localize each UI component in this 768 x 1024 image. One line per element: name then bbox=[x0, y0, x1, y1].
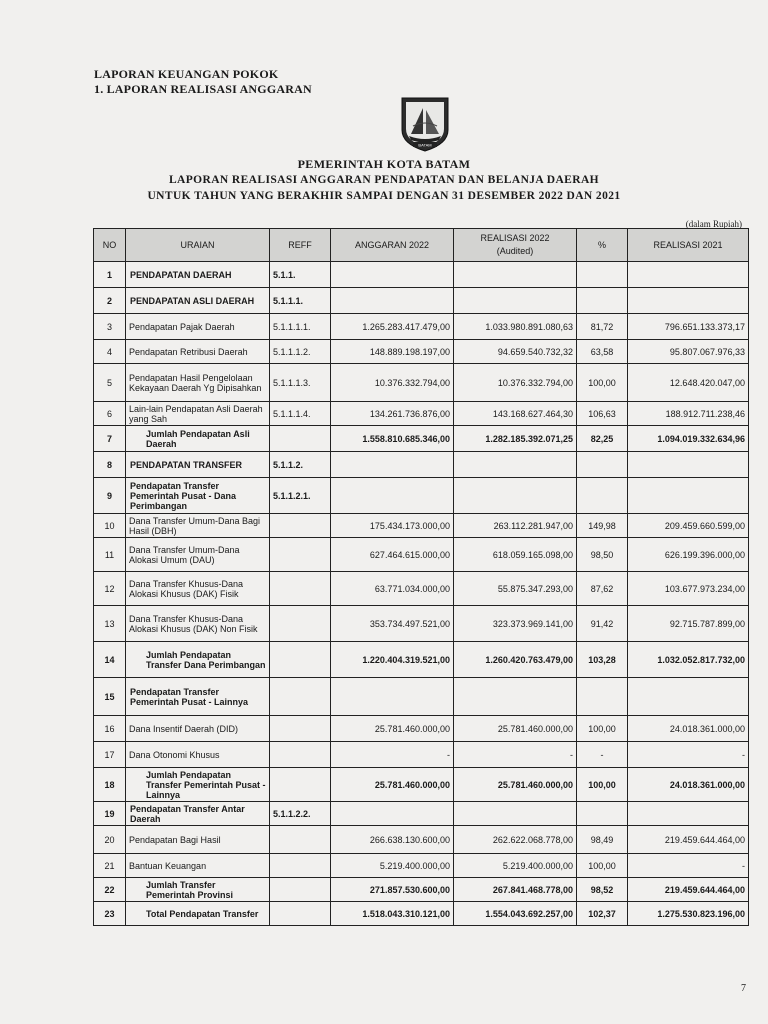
table-row bbox=[94, 606, 749, 642]
row-number: 6 bbox=[94, 402, 126, 426]
row-uraian: Jumlah Pendapatan Asli Daerah bbox=[126, 426, 270, 452]
row-anggaran-2022: 148.889.198.197,00 bbox=[331, 340, 454, 364]
row-anggaran-2022 bbox=[331, 288, 454, 314]
row-number: 22 bbox=[94, 878, 126, 902]
row-realisasi-2021 bbox=[628, 678, 749, 716]
row-anggaran-2022: 1.220.404.319.521,00 bbox=[331, 642, 454, 678]
row-realisasi-2022: 323.373.969.141,00 bbox=[454, 606, 577, 642]
row-anggaran-2022 bbox=[331, 802, 454, 826]
row-realisasi-2022: 10.376.332.794,00 bbox=[454, 364, 577, 402]
row-realisasi-2022: 1.033.980.891.080,63 bbox=[454, 314, 577, 340]
row-reff bbox=[270, 426, 331, 452]
row-number: 4 bbox=[94, 340, 126, 364]
row-percent bbox=[577, 802, 628, 826]
row-anggaran-2022: 1.558.810.685.346,00 bbox=[331, 426, 454, 452]
row-anggaran-2022: 5.219.400.000,00 bbox=[331, 854, 454, 878]
row-number: 23 bbox=[94, 902, 126, 926]
unit-note: (dalam Rupiah) bbox=[685, 219, 742, 229]
row-reff: 5.1.1.1.3. bbox=[270, 364, 331, 402]
row-anggaran-2022 bbox=[331, 452, 454, 478]
table-row bbox=[94, 854, 749, 878]
table-row bbox=[94, 314, 749, 340]
row-number: 17 bbox=[94, 742, 126, 768]
row-reff bbox=[270, 606, 331, 642]
row-anggaran-2022: 627.464.615.000,00 bbox=[331, 538, 454, 572]
row-realisasi-2021: 1.275.530.823.196,00 bbox=[628, 902, 749, 926]
row-realisasi-2021: 219.459.644.464,00 bbox=[628, 878, 749, 902]
table-row bbox=[94, 340, 749, 364]
table-row bbox=[94, 716, 749, 742]
row-anggaran-2022: 353.734.497.521,00 bbox=[331, 606, 454, 642]
row-reff bbox=[270, 538, 331, 572]
row-percent: 100,00 bbox=[577, 768, 628, 802]
row-reff: 5.1.1.1.4. bbox=[270, 402, 331, 426]
row-realisasi-2022 bbox=[454, 452, 577, 478]
row-reff: 5.1.1.2.1. bbox=[270, 478, 331, 514]
row-percent bbox=[577, 262, 628, 288]
row-uraian: PENDAPATAN ASLI DAERAH bbox=[126, 288, 270, 314]
row-realisasi-2021: 209.459.660.599,00 bbox=[628, 514, 749, 538]
row-uraian: Dana Insentif Daerah (DID) bbox=[126, 716, 270, 742]
row-realisasi-2021 bbox=[628, 452, 749, 478]
row-anggaran-2022 bbox=[331, 678, 454, 716]
table-row bbox=[94, 514, 749, 538]
row-uraian: Dana Transfer Khusus-Dana Alokasi Khusus (DAK) Fisik bbox=[126, 572, 270, 606]
row-realisasi-2021: 95.807.067.976,33 bbox=[628, 340, 749, 364]
row-number: 7 bbox=[94, 426, 126, 452]
col-header-realisasi-2021: REALISASI 2021 bbox=[628, 229, 749, 262]
table-row bbox=[94, 262, 749, 288]
row-realisasi-2021: 219.459.644.464,00 bbox=[628, 826, 749, 854]
row-number: 16 bbox=[94, 716, 126, 742]
row-reff bbox=[270, 826, 331, 854]
row-number: 20 bbox=[94, 826, 126, 854]
row-reff bbox=[270, 854, 331, 878]
col-header-no: NO bbox=[94, 229, 126, 262]
table-row bbox=[94, 902, 749, 926]
row-uraian: Dana Transfer Umum-Dana Bagi Hasil (DBH) bbox=[126, 514, 270, 538]
row-percent bbox=[577, 452, 628, 478]
report-titles bbox=[0, 156, 768, 204]
row-uraian: Pendapatan Hasil Pengelolaan Kekayaan Daerah Yg Dipisahkan bbox=[126, 364, 270, 402]
row-percent: 100,00 bbox=[577, 854, 628, 878]
row-uraian: Pendapatan Bagi Hasil bbox=[126, 826, 270, 854]
row-realisasi-2022 bbox=[454, 802, 577, 826]
row-anggaran-2022: - bbox=[331, 742, 454, 768]
row-number: 19 bbox=[94, 802, 126, 826]
row-number: 12 bbox=[94, 572, 126, 606]
row-percent: 98,52 bbox=[577, 878, 628, 902]
row-realisasi-2021: 626.199.396.000,00 bbox=[628, 538, 749, 572]
row-number: 2 bbox=[94, 288, 126, 314]
row-number: 18 bbox=[94, 768, 126, 802]
row-realisasi-2021: - bbox=[628, 854, 749, 878]
title-period: UNTUK TAHUN YANG BERAKHIR SAMPAI DENGAN 31 DESEMBER 2022 DAN 2021 bbox=[147, 190, 621, 202]
row-number: 5 bbox=[94, 364, 126, 402]
row-reff bbox=[270, 902, 331, 926]
table-row bbox=[94, 426, 749, 452]
row-number: 11 bbox=[94, 538, 126, 572]
row-anggaran-2022 bbox=[331, 478, 454, 514]
row-reff: 5.1.1.1.2. bbox=[270, 340, 331, 364]
row-percent: 91,42 bbox=[577, 606, 628, 642]
row-number: 15 bbox=[94, 678, 126, 716]
row-reff bbox=[270, 514, 331, 538]
row-percent: 100,00 bbox=[577, 716, 628, 742]
table-row bbox=[94, 452, 749, 478]
row-realisasi-2021: 24.018.361.000,00 bbox=[628, 768, 749, 802]
row-realisasi-2022: 267.841.468.778,00 bbox=[454, 878, 577, 902]
row-reff bbox=[270, 642, 331, 678]
row-realisasi-2022: 143.168.627.464,30 bbox=[454, 402, 577, 426]
row-percent: 81,72 bbox=[577, 314, 628, 340]
row-reff: 5.1.1.2.2. bbox=[270, 802, 331, 826]
row-number: 21 bbox=[94, 854, 126, 878]
row-uraian: Dana Transfer Khusus-Dana Alokasi Khusus (DAK) Non Fisik bbox=[126, 606, 270, 642]
row-realisasi-2021 bbox=[628, 288, 749, 314]
row-realisasi-2022 bbox=[454, 678, 577, 716]
title-government: PEMERINTAH KOTA BATAM bbox=[297, 157, 471, 171]
row-uraian: Jumlah Pendapatan Transfer Pemerintah Pusat - Lainnya bbox=[126, 768, 270, 802]
row-uraian: Dana Transfer Umum-Dana Alokasi Umum (DAU) bbox=[126, 538, 270, 572]
row-number: 13 bbox=[94, 606, 126, 642]
row-realisasi-2021: 1.094.019.332.634,96 bbox=[628, 426, 749, 452]
row-realisasi-2021: 188.912.711.238,46 bbox=[628, 402, 749, 426]
row-percent: 103,28 bbox=[577, 642, 628, 678]
row-uraian: Lain-lain Pendapatan Asli Daerah yang Sah bbox=[126, 402, 270, 426]
row-realisasi-2022 bbox=[454, 478, 577, 514]
row-percent: - bbox=[577, 742, 628, 768]
row-realisasi-2022: 1.554.043.692.257,00 bbox=[454, 902, 577, 926]
row-uraian: PENDAPATAN TRANSFER bbox=[126, 452, 270, 478]
row-percent: 82,25 bbox=[577, 426, 628, 452]
page-number: 7 bbox=[741, 983, 746, 994]
row-realisasi-2022: 618.059.165.098,00 bbox=[454, 538, 577, 572]
budget-realization-table bbox=[93, 228, 749, 926]
row-anggaran-2022: 134.261.736.876,00 bbox=[331, 402, 454, 426]
table-row bbox=[94, 402, 749, 426]
row-percent: 149,98 bbox=[577, 514, 628, 538]
row-number: 3 bbox=[94, 314, 126, 340]
row-realisasi-2022: 25.781.460.000,00 bbox=[454, 716, 577, 742]
row-anggaran-2022: 25.781.460.000,00 bbox=[331, 716, 454, 742]
row-uraian: Bantuan Keuangan bbox=[126, 854, 270, 878]
row-anggaran-2022: 25.781.460.000,00 bbox=[331, 768, 454, 802]
row-reff: 5.1.1.2. bbox=[270, 452, 331, 478]
row-percent bbox=[577, 678, 628, 716]
col-header-uraian: URAIAN bbox=[126, 229, 270, 262]
row-percent bbox=[577, 478, 628, 514]
row-anggaran-2022: 266.638.130.600,00 bbox=[331, 826, 454, 854]
row-realisasi-2021: 12.648.420.047,00 bbox=[628, 364, 749, 402]
row-realisasi-2022 bbox=[454, 262, 577, 288]
row-percent: 102,37 bbox=[577, 902, 628, 926]
report-header bbox=[94, 67, 312, 97]
row-realisasi-2022: 262.622.068.778,00 bbox=[454, 826, 577, 854]
batam-coat-of-arms-icon bbox=[399, 96, 451, 152]
title-report: LAPORAN REALISASI ANGGARAN PENDAPATAN DAN BELANJA DAERAH bbox=[168, 174, 600, 186]
row-realisasi-2021: 24.018.361.000,00 bbox=[628, 716, 749, 742]
row-reff bbox=[270, 572, 331, 606]
row-reff bbox=[270, 678, 331, 716]
row-realisasi-2022: - bbox=[454, 742, 577, 768]
col-header-percent: % bbox=[577, 229, 628, 262]
row-realisasi-2021: 92.715.787.899,00 bbox=[628, 606, 749, 642]
row-realisasi-2022: 1.260.420.763.479,00 bbox=[454, 642, 577, 678]
row-number: 1 bbox=[94, 262, 126, 288]
table-row bbox=[94, 288, 749, 314]
col-header-realisasi-2022: REALISASI 2022 (Audited) bbox=[454, 229, 577, 262]
row-reff bbox=[270, 716, 331, 742]
row-reff: 5.1.1.1.1. bbox=[270, 314, 331, 340]
table-row bbox=[94, 768, 749, 802]
table-header-row bbox=[94, 229, 749, 262]
row-uraian: Pendapatan Transfer Pemerintah Pusat - Dana Perimbangan bbox=[126, 478, 270, 514]
table-row bbox=[94, 538, 749, 572]
row-uraian: Dana Otonomi Khusus bbox=[126, 742, 270, 768]
row-number: 9 bbox=[94, 478, 126, 514]
row-reff bbox=[270, 878, 331, 902]
row-anggaran-2022: 1.265.283.417.479,00 bbox=[331, 314, 454, 340]
row-realisasi-2021 bbox=[628, 802, 749, 826]
row-uraian: Jumlah Pendapatan Transfer Dana Perimbangan bbox=[126, 642, 270, 678]
table-row bbox=[94, 642, 749, 678]
row-anggaran-2022: 10.376.332.794,00 bbox=[331, 364, 454, 402]
row-uraian: Pendapatan Transfer Antar Daerah bbox=[126, 802, 270, 826]
row-realisasi-2021: 103.677.973.234,00 bbox=[628, 572, 749, 606]
row-number: 14 bbox=[94, 642, 126, 678]
row-uraian: Pendapatan Transfer Pemerintah Pusat - Lainnya bbox=[126, 678, 270, 716]
table-row bbox=[94, 572, 749, 606]
row-realisasi-2022: 5.219.400.000,00 bbox=[454, 854, 577, 878]
row-reff: 5.1.1. bbox=[270, 262, 331, 288]
row-number: 10 bbox=[94, 514, 126, 538]
row-realisasi-2021 bbox=[628, 262, 749, 288]
row-number: 8 bbox=[94, 452, 126, 478]
row-uraian: Pendapatan Retribusi Daerah bbox=[126, 340, 270, 364]
row-uraian: Jumlah Transfer Pemerintah Provinsi bbox=[126, 878, 270, 902]
header-line-1: LAPORAN KEUANGAN POKOK bbox=[94, 67, 279, 81]
row-realisasi-2021: 1.032.052.817.732,00 bbox=[628, 642, 749, 678]
table-row bbox=[94, 478, 749, 514]
row-reff: 5.1.1.1. bbox=[270, 288, 331, 314]
row-reff bbox=[270, 742, 331, 768]
row-realisasi-2021: 796.651.133.373,17 bbox=[628, 314, 749, 340]
svg-text:BATAM: BATAM bbox=[418, 142, 432, 148]
row-uraian: Pendapatan Pajak Daerah bbox=[126, 314, 270, 340]
table-row bbox=[94, 826, 749, 854]
row-percent: 106,63 bbox=[577, 402, 628, 426]
header-line-2: 1. LAPORAN REALISASI ANGGARAN bbox=[94, 82, 312, 96]
row-uraian: PENDAPATAN DAERAH bbox=[126, 262, 270, 288]
col-header-anggaran-2022: ANGGARAN 2022 bbox=[331, 229, 454, 262]
row-realisasi-2021 bbox=[628, 478, 749, 514]
row-uraian: Total Pendapatan Transfer bbox=[126, 902, 270, 926]
row-percent: 63,58 bbox=[577, 340, 628, 364]
row-anggaran-2022: 63.771.034.000,00 bbox=[331, 572, 454, 606]
row-anggaran-2022: 175.434.173.000,00 bbox=[331, 514, 454, 538]
row-realisasi-2022: 263.112.281.947,00 bbox=[454, 514, 577, 538]
col-header-reff: REFF bbox=[270, 229, 331, 262]
row-realisasi-2022: 94.659.540.732,32 bbox=[454, 340, 577, 364]
row-percent bbox=[577, 288, 628, 314]
row-anggaran-2022: 1.518.043.310.121,00 bbox=[331, 902, 454, 926]
table-row bbox=[94, 742, 749, 768]
row-anggaran-2022 bbox=[331, 262, 454, 288]
row-percent: 100,00 bbox=[577, 364, 628, 402]
row-realisasi-2021: - bbox=[628, 742, 749, 768]
table-row bbox=[94, 678, 749, 716]
table-row bbox=[94, 364, 749, 402]
table-row bbox=[94, 878, 749, 902]
row-anggaran-2022: 271.857.530.600,00 bbox=[331, 878, 454, 902]
row-percent: 87,62 bbox=[577, 572, 628, 606]
row-realisasi-2022: 55.875.347.293,00 bbox=[454, 572, 577, 606]
row-realisasi-2022: 25.781.460.000,00 bbox=[454, 768, 577, 802]
row-percent: 98,50 bbox=[577, 538, 628, 572]
table-row bbox=[94, 802, 749, 826]
row-realisasi-2022: 1.282.185.392.071,25 bbox=[454, 426, 577, 452]
row-realisasi-2022 bbox=[454, 288, 577, 314]
row-reff bbox=[270, 768, 331, 802]
row-percent: 98,49 bbox=[577, 826, 628, 854]
